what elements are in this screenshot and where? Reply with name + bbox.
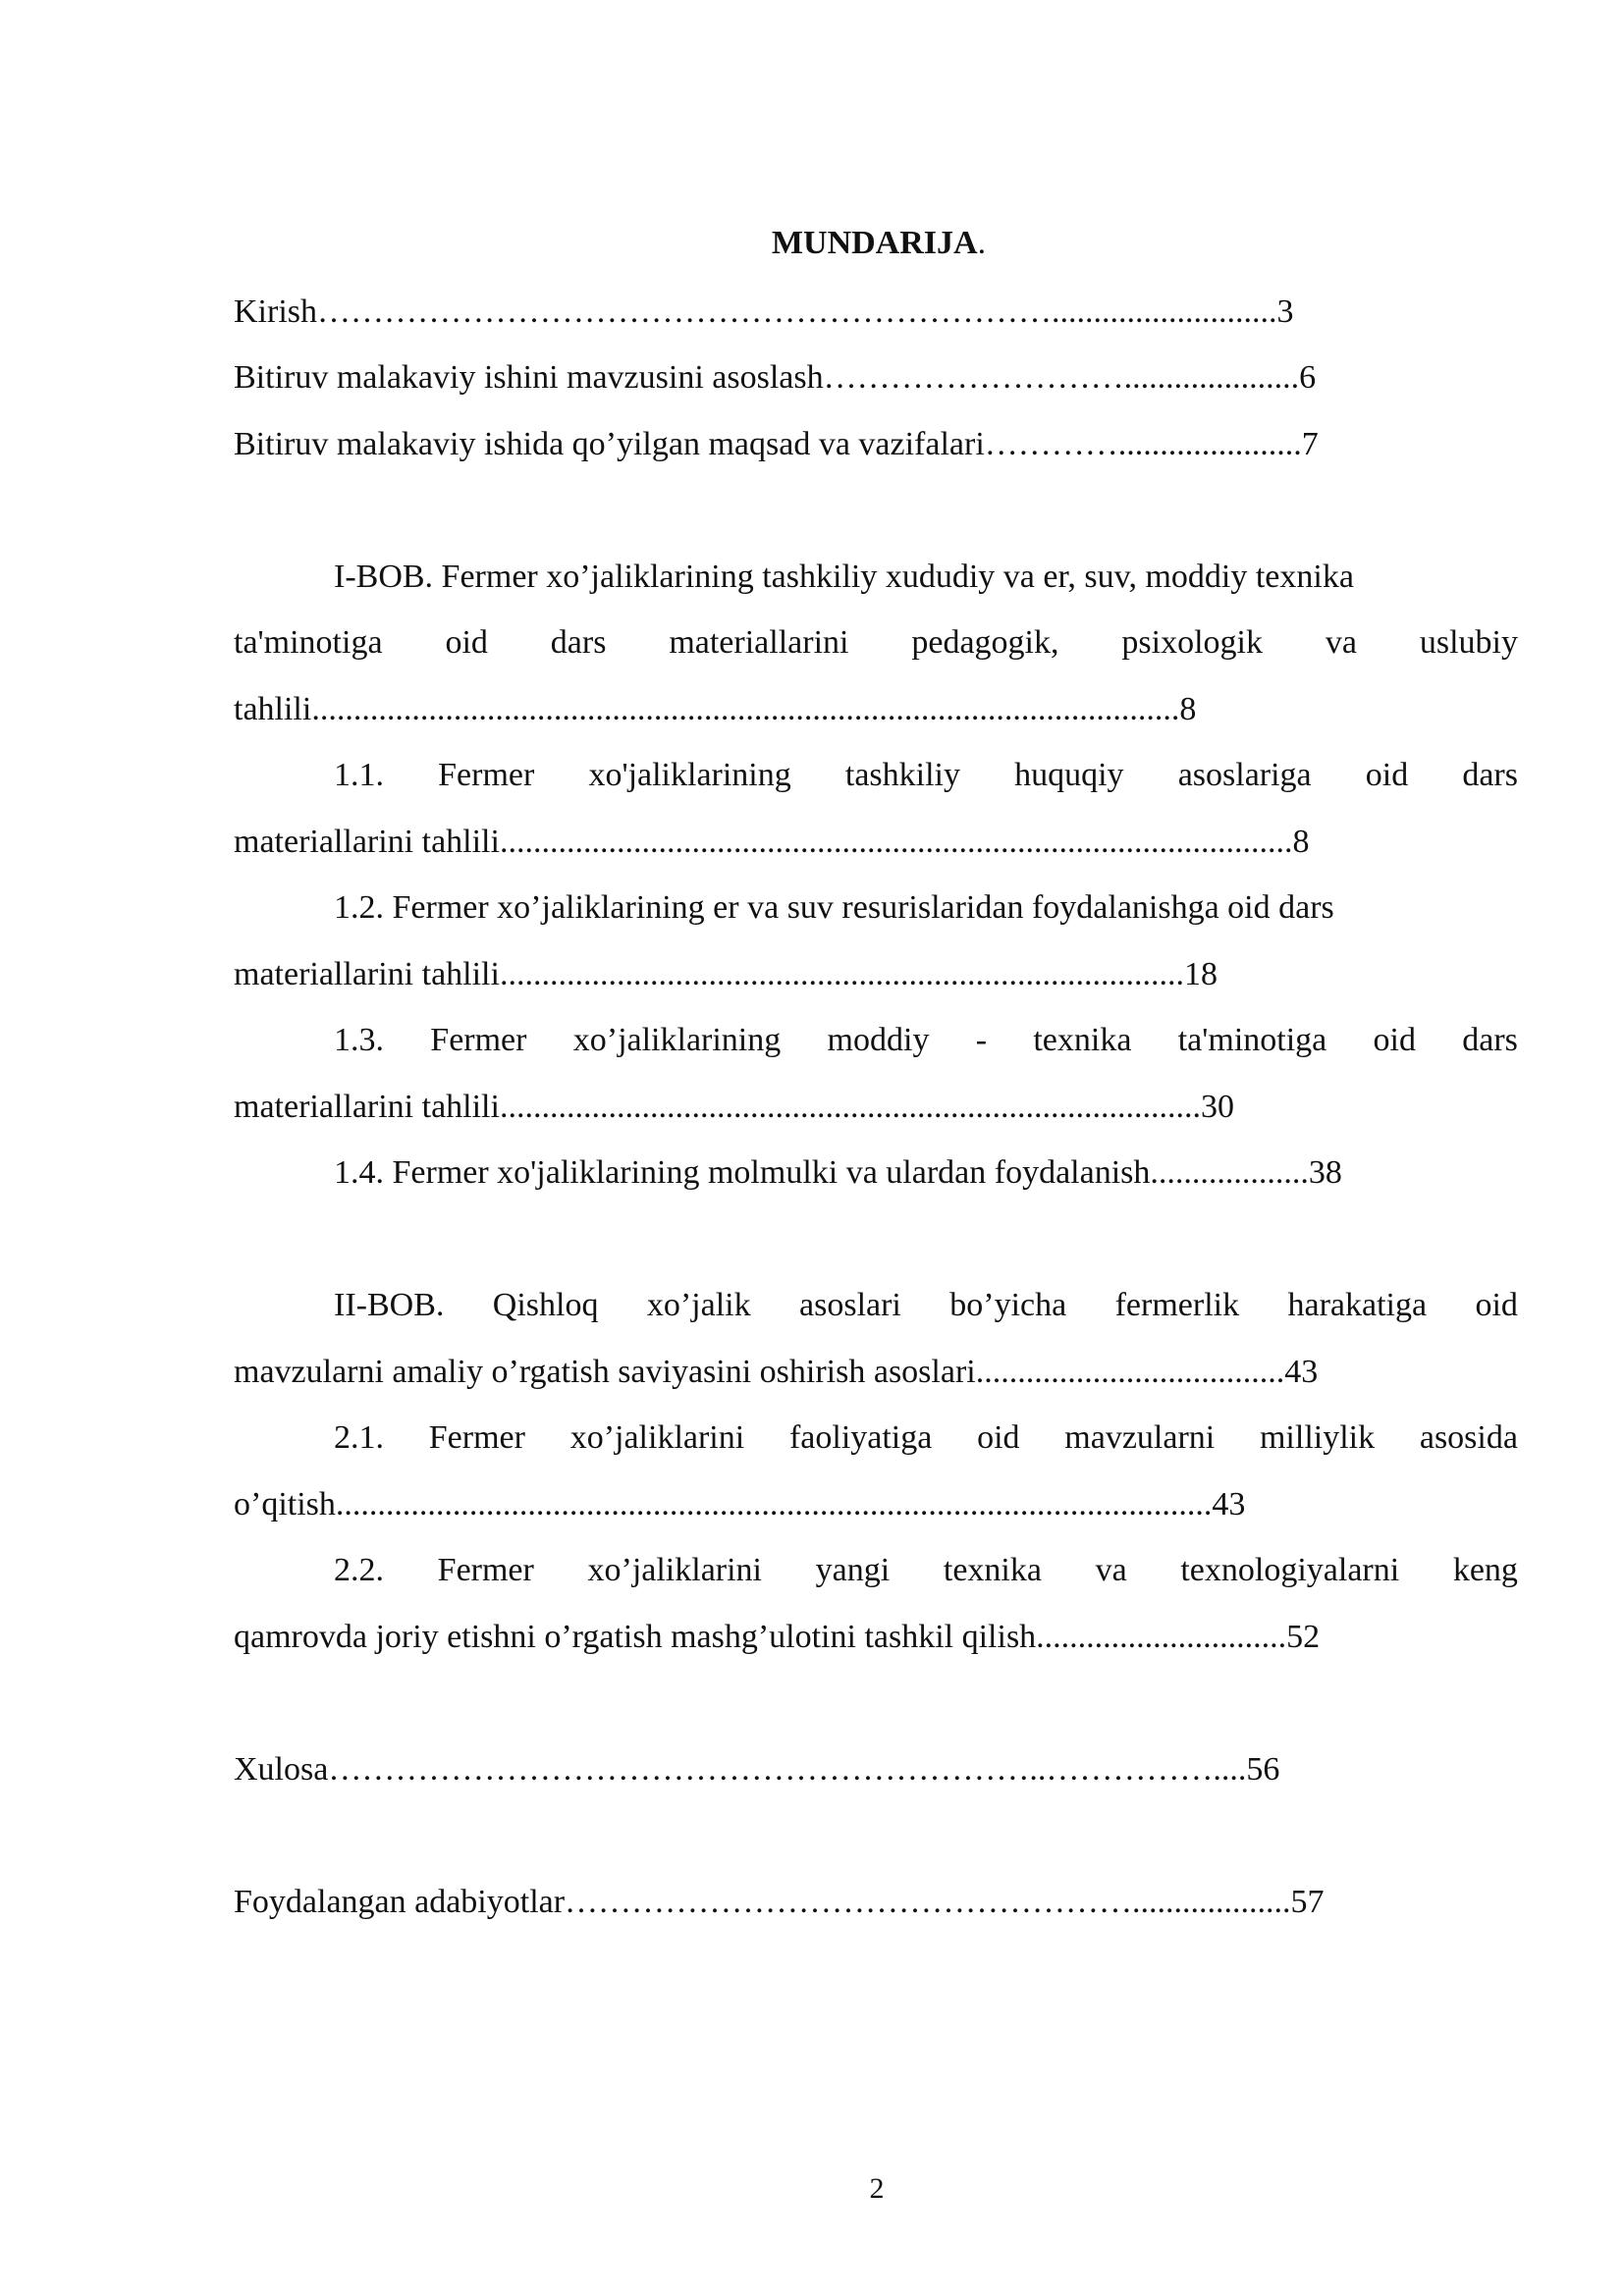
page-number: 2 [869, 2172, 885, 2205]
toc-entry-maqsad: Bitiruv malakaviy ishida qo’yilgan maqsad va vazifalari…………......................7 [234, 426, 1319, 462]
word: huquqiy [1014, 757, 1124, 793]
toc-s14: 1.4. Fermer xo'jaliklarining molmulki va ulardan foydalanish...................38 [334, 1154, 1342, 1191]
word: psixologik [1121, 624, 1263, 661]
toc-entry-asoslash: Bitiruv malakaviy ishini mavzusini asoslash……………………….....................6 [234, 359, 1317, 396]
word: texnologiyalarni [1180, 1552, 1400, 1588]
word: 1.3. [334, 1022, 384, 1058]
word: oid [1475, 1287, 1518, 1323]
word: moddiy [827, 1022, 930, 1058]
word: xo’jalik [646, 1287, 751, 1323]
word: va [1095, 1552, 1127, 1588]
word: dars [550, 624, 607, 661]
toc-s22-line2: qamrovda joriy etishni o’rgatish mashg’ulotini tashkil qilish..............................52 [234, 1619, 1321, 1655]
title-text: MUNDARIJA [771, 225, 978, 261]
word: mavzularni [1064, 1419, 1216, 1456]
toc-bob1-line2 [234, 623, 1518, 663]
word: II-BOB. [334, 1287, 445, 1323]
toc-bob1-line1: I-BOB. Fermer xo’jaliklarining tashkiliy xududiy va er, suv, moddiy texnika [334, 559, 1354, 595]
word: 1.1. [334, 757, 384, 793]
word: texnika [1033, 1022, 1132, 1058]
toc-s13-line1 [334, 1021, 1518, 1060]
word: xo’jaliklarining [572, 1022, 782, 1058]
word: xo’jaliklarini [569, 1419, 745, 1456]
word: oid [1373, 1022, 1416, 1058]
toc-bob1-line3: tahlili........................................................................................................8 [234, 691, 1197, 727]
word: milliylik [1259, 1419, 1376, 1456]
word: 2.1. [334, 1419, 384, 1456]
title-punct: . [977, 225, 987, 261]
toc-entry-xulosa: Xulosa………………………………………………………..……………....56 [234, 1751, 1280, 1788]
word: dars [1462, 757, 1518, 793]
word: tashkiliy [844, 757, 960, 793]
toc-bob2-line2: mavzularni amaliy o’rgatish saviyasini oshirish asoslari.....................................43 [234, 1354, 1319, 1390]
word: harakatiga [1287, 1287, 1428, 1323]
word: ta'minotiga [234, 624, 383, 661]
word: pedagogik, [911, 624, 1059, 661]
toc-s11-line1 [334, 756, 1518, 795]
word: keng [1452, 1552, 1518, 1588]
toc-s21-line1 [334, 1418, 1518, 1458]
toc-s21-line2: o’qitish.........................................................................................................43 [234, 1486, 1246, 1522]
toc-s22-line1 [334, 1551, 1518, 1590]
page-title [0, 224, 1624, 263]
word: - [975, 1022, 988, 1058]
word: xo'jaliklarining [588, 757, 791, 793]
word: xo’jaliklarini [587, 1552, 763, 1588]
word: materiallarini [669, 624, 849, 661]
word: Fermer [430, 1022, 527, 1058]
word: uslubiy [1419, 624, 1518, 661]
word: va [1325, 624, 1357, 661]
word: fermerlik [1114, 1287, 1240, 1323]
word: Qishloq [492, 1287, 599, 1323]
word: ta'minotiga [1177, 1022, 1327, 1058]
toc-s12-line1: 1.2. Fermer xo’jaliklarining er va suv resurislaridan foydalanishga oid dars [334, 889, 1334, 926]
word: oid [977, 1419, 1020, 1456]
word: asoslari [799, 1287, 901, 1323]
word: oid [445, 624, 488, 661]
word: dars [1462, 1022, 1518, 1058]
word: asosida [1419, 1419, 1518, 1456]
word: yangi [815, 1552, 891, 1588]
word: Fermer [437, 1552, 534, 1588]
toc-s12-line2: materiallarini tahlili..................................................................................18 [234, 956, 1218, 992]
word: 2.2. [334, 1552, 384, 1588]
word: faoliyatiga [788, 1419, 933, 1456]
toc-bob2-line1 [334, 1286, 1518, 1325]
toc-s13-line2: materiallarini tahlili....................................................................................30 [234, 1089, 1234, 1125]
word: oid [1365, 757, 1409, 793]
word: texnika [943, 1552, 1042, 1588]
word: Fermer [428, 1419, 525, 1456]
word: asoslariga [1177, 757, 1312, 793]
toc-s11-line2: materiallarini tahlili...............................................................................................8 [234, 824, 1310, 860]
toc-entry-adabiyotlar: Foydalangan adabiyotlar……………………………………………...................57 [234, 1884, 1325, 1920]
word: bo’yicha [949, 1287, 1067, 1323]
toc-entry-kirish: Kirish…………………………………………………………...........................3 [234, 294, 1294, 330]
word: Fermer [438, 757, 535, 793]
